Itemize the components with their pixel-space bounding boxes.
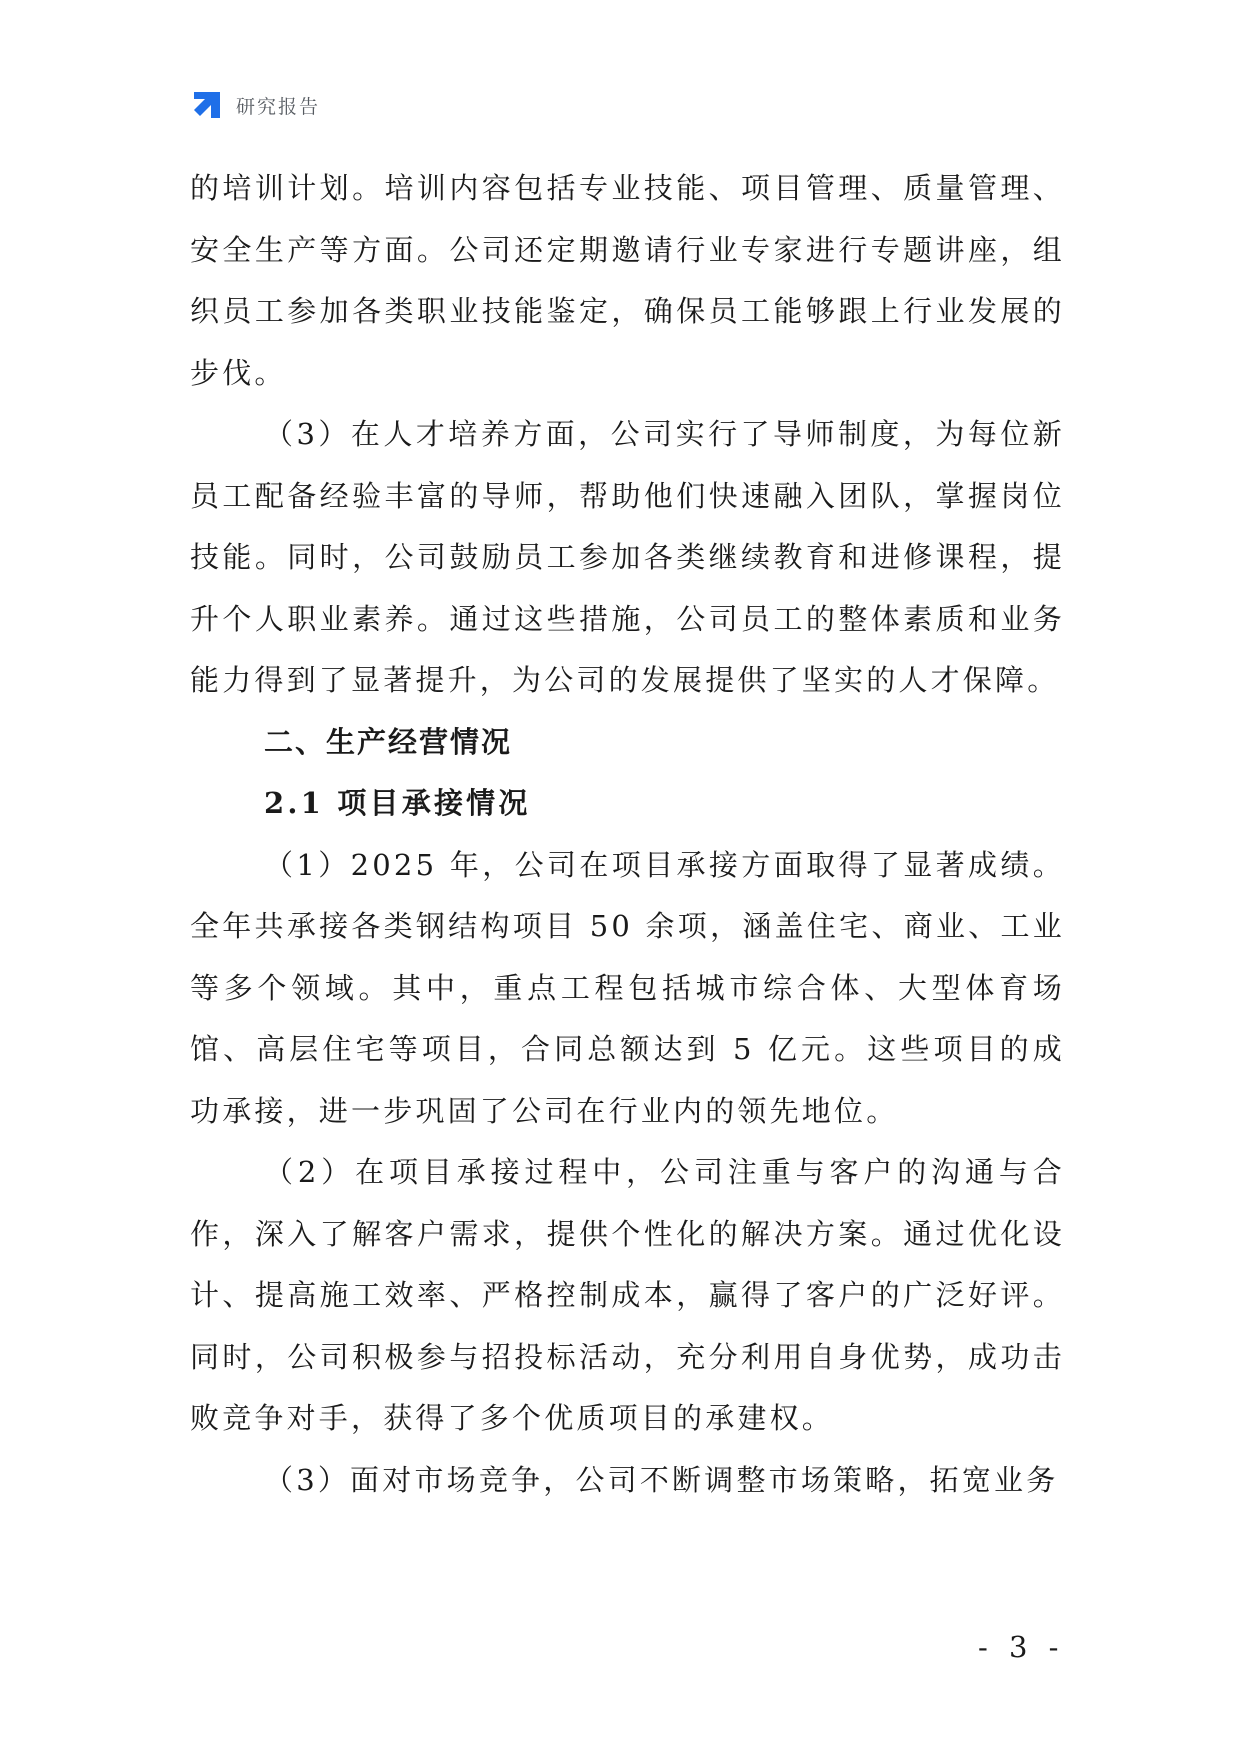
subsection-heading: 2.1 项目承接情况 [264, 786, 531, 820]
paragraph-client-cooperation: （2）在项目承接过程中，公司注重与客户的沟通与合作，深入了解客户需求，提供个性化的解决方案。通过优化设计、提高施工效率、严格控制成本，赢得了客户的广泛好评。同时，公司积极参与招投标活动，充分利用自身优势，成功击败竞争对手，获得了多个优质项目的承建权。 [190, 1155, 1065, 1435]
page-number: - 3 - [978, 1630, 1065, 1664]
section-heading: 二、生产经营情况 [264, 724, 513, 759]
paragraph-talent-development: （3）在人才培养方面，公司实行了导师制度，为每位新员工配备经验丰富的导师，帮助他们快速融入团队，掌握岗位技能。同时，公司鼓励员工参加各类继续教育和进修课程，提升个人职业素养。通过这些措施，公司员工的整体素质和业务能力得到了显著提升，为公司的发展提供了坚实的人才保障。 [190, 417, 1065, 697]
arrow-logo-icon [190, 88, 224, 122]
paragraph-market-strategy: （3）面对市场竞争，公司不断调整市场策略，拓宽业务 [264, 1462, 1059, 1497]
page-header [190, 88, 320, 122]
header-title: 研究报告 [236, 95, 321, 118]
paragraph-training-continuation: 的培训计划。培训内容包括专业技能、项目管理、质量管理、安全生产等方面。公司还定期邀请行业专家进行专题讲座，组织员工参加各类职业技能鉴定，确保员工能够跟上行业发展的步伐。 [190, 171, 1065, 390]
document-body [190, 158, 1065, 1511]
paragraph-project-results: （1）2025 年，公司在项目承接方面取得了显著成绩。全年共承接各类钢结构项目 50 余项，涵盖住宅、商业、工业等多个领域。其中，重点工程包括城市综合体、大型体育场馆、高层住宅等项目，合同总额达到 5 亿元。这些项目的成功承接，进一步巩固了公司在行业内的领先地位。 [190, 847, 1065, 1128]
